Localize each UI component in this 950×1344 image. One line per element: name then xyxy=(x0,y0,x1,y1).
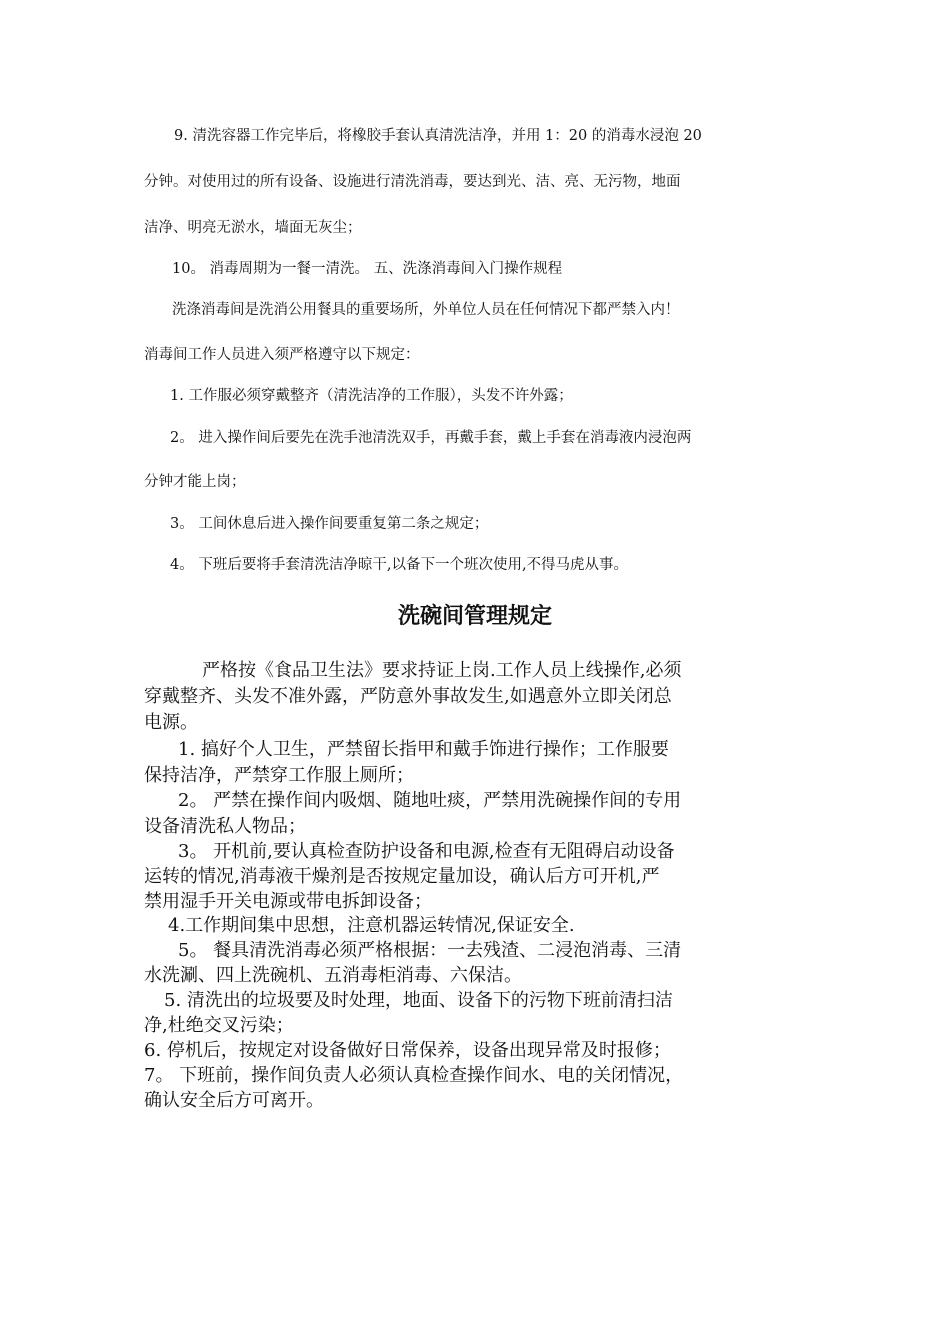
paragraph-line: 分钟。对使用过的所有设备、设施进行清洗消毒，要达到光、洁、亮、无污物，地面 xyxy=(144,174,681,190)
list-item-continuation: 净,杜绝交叉污染； xyxy=(144,1015,294,1036)
section-title: 洗碗间管理规定 xyxy=(397,604,552,629)
list-item: 3。 工间休息后进入操作间要重复第二条之规定； xyxy=(170,516,489,532)
list-item-continuation: 禁用湿手开关电源或带电拆卸设备； xyxy=(144,891,432,912)
list-item-continuation: 分钟才能上岗； xyxy=(144,474,246,490)
list-item: 3。 开机前,要认真检查防护设备和电源,检查有无阻碍启动设备 xyxy=(178,841,675,862)
paragraph-line: 电源。 xyxy=(144,712,198,733)
list-item: 4.工作期间集中思想，注意机器运转情况,保证安全. xyxy=(168,915,575,936)
list-item: 5. 清洗出的垃圾要及时处理，地面、设备下的污物下班前清扫洁 xyxy=(164,990,673,1011)
list-item-continuation: 确认安全后方可离开。 xyxy=(144,1090,324,1111)
list-item: 2。 严禁在操作间内吸烟、随地吐痰，严禁用洗碗操作间的专用 xyxy=(178,790,682,811)
list-item: 2。 进入操作间后要先在洗手池清洗双手，再戴手套，戴上手套在消毒液内浸泡两 xyxy=(170,430,692,446)
list-item: 1. 搞好个人卫生，严禁留长指甲和戴手饰进行操作；工作服要 xyxy=(178,739,669,760)
list-item: 6. 停机后，按规定对设备做好日常保养，设备出现异常及时报修； xyxy=(144,1040,671,1061)
list-item-continuation: 运转的情况,消毒液干燥剂是否按规定量加设，确认后方可开机,严 xyxy=(144,866,660,887)
paragraph-line: 穿戴整齐、头发不准外露，严防意外事故发生,如遇意外立即关闭总 xyxy=(144,686,672,707)
paragraph-line: 洁净、明亮无淤水，墙面无灰尘； xyxy=(144,220,362,236)
list-item: 1. 工作服必须穿戴整齐（清洗洁净的工作服），头发不许外露； xyxy=(170,388,573,404)
list-item-continuation: 水洗涮、四上洗碗机、五消毒柜消毒、六保洁。 xyxy=(144,965,522,986)
list-item-continuation: 保持洁净，严禁穿工作服上厕所； xyxy=(144,765,414,786)
list-item: 4。 下班后要将手套清洗洁净晾干,以备下一个班次使用,不得马虎从事。 xyxy=(170,557,629,573)
paragraph-line: 消毒间工作人员进入须严格遵守以下规定： xyxy=(144,347,420,363)
paragraph-line: 9. 清洗容器工作完毕后，将橡胶手套认真清洗洁净，并用 1：20 的消毒水浸泡 20 xyxy=(174,128,702,144)
list-item-continuation: 设备清洗私人物品； xyxy=(144,816,306,837)
paragraph-line: 10。 消毒周期为一餐一清洗。 五、洗涤消毒间入门操作规程 xyxy=(172,261,563,277)
list-item: 5。 餐具清洗消毒必须严格根据：一去残渣、二浸泡消毒、三清 xyxy=(178,940,682,961)
list-item: 7。 下班前，操作间负责人必须认真检查操作间水、电的关闭情况， xyxy=(144,1065,684,1086)
paragraph-line: 洗涤消毒间是洗消公用餐具的重要场所，外单位人员在任何情况下都严禁入内！ xyxy=(172,302,680,318)
paragraph-line: 严格按《食品卫生法》要求持证上岗.工作人员上线操作,必须 xyxy=(202,660,682,681)
